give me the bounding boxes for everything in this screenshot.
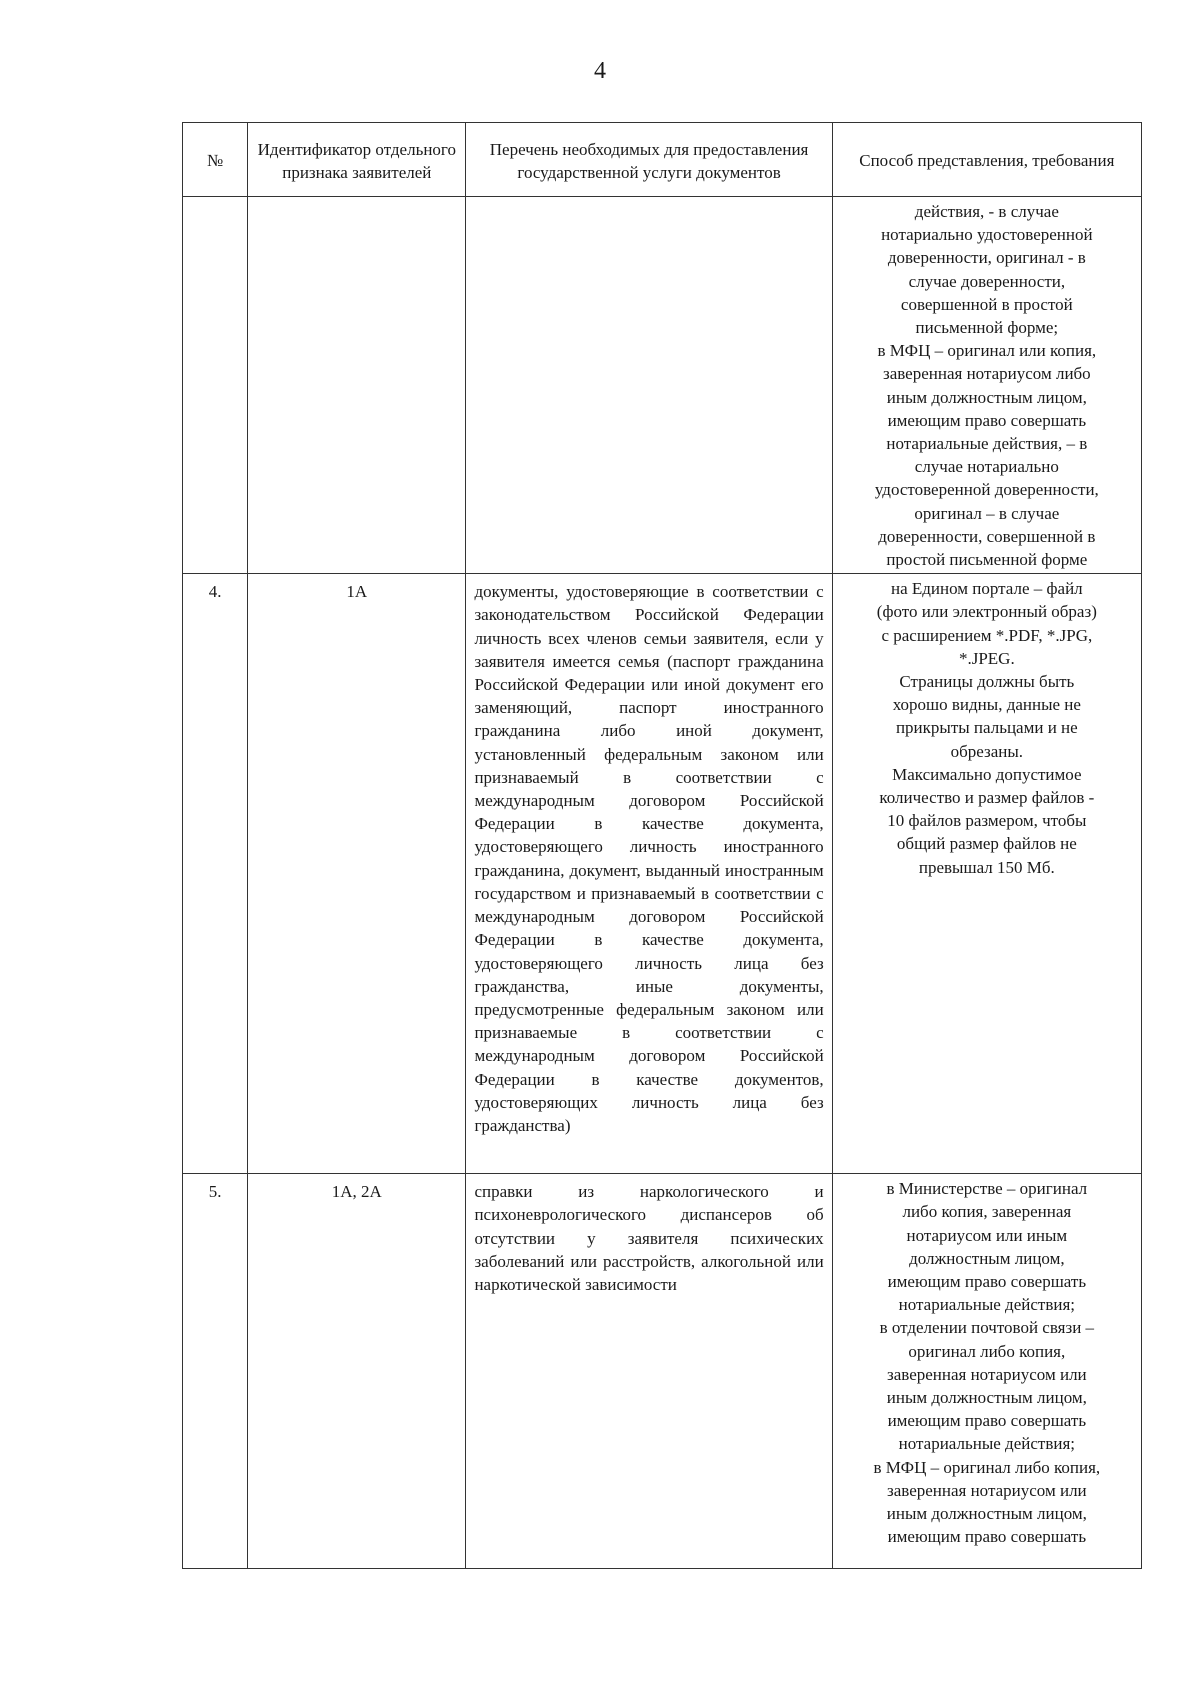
method-line: заверенная нотариусом либо <box>882 364 1091 384</box>
method-line: иным должностным лицом, <box>886 1388 1087 1408</box>
method-line: случае доверенности, <box>908 271 1066 291</box>
method-line: в Министерстве – оригинал <box>886 1179 1088 1199</box>
method-line: прикрыты пальцами и не <box>895 718 1078 738</box>
method-line: должностным лицом, <box>909 1248 1065 1268</box>
method-line: на Едином портале – файл <box>890 579 1083 599</box>
row-documents: документы, удостоверяющие в соответствии с законодательством Российской Федерации личность всех членов семьи заявителя, если у заявителя имеется семья (паспорт гражданина Российской Федерации или иной документ его заменяющий, паспорт иностранного гражданина либо иной документ, установленный федеральным законом или признаваемый в соответствии с международным договором Российской Федерации в качестве документа, удостоверяющего личность иностранного гражданина, документ, выданный иностранным государством и признаваемый в соответствии с международным договором Российской Федерации в качестве документа, удостоверяющего личность лица без гражданства, иные документы, предусмотренные федеральным законом или признаваемые в соответствии с международным договором Российской Федерации в качестве документов, удостоверяющих личность лица без гражданства) <box>466 574 832 1174</box>
method-line: 10 файлов размером, чтобы <box>887 811 1087 831</box>
row-identifier <box>248 197 466 574</box>
method-line: совершенной в простой <box>900 294 1073 314</box>
header-method: Способ представления, требования <box>832 123 1141 197</box>
row-documents <box>466 197 832 574</box>
method-line: заверенная нотариусом или <box>887 1364 1087 1384</box>
method-line: хорошо видны, данные не <box>892 695 1081 715</box>
row-number <box>183 197 248 574</box>
row-method <box>832 1174 1141 1569</box>
method-line: имеющим право совершать <box>887 1527 1087 1547</box>
header-identifier: Идентификатор отдельного признака заявителей <box>248 123 466 197</box>
method-line: нотариусом или иным <box>906 1225 1068 1245</box>
method-line: нотариальные действия, – в <box>886 434 1088 454</box>
method-line: оригинал либо копия, <box>908 1341 1066 1361</box>
method-line: письменной форме; <box>915 318 1059 338</box>
method-line: нотариальные действия; <box>898 1295 1075 1315</box>
header-documents: Перечень необходимых для предоставления государственной услуги документов <box>466 123 832 197</box>
method-line: удостоверенной доверенности, <box>874 480 1099 500</box>
method-line: иным должностным лицом, <box>886 1504 1087 1524</box>
method-line: доверенности, оригинал - в <box>887 248 1086 268</box>
method-line: в отделении почтовой связи – <box>879 1318 1095 1338</box>
table-row <box>183 1174 1142 1569</box>
method-line: иным должностным лицом, <box>886 387 1087 407</box>
method-line: оригинал – в случае <box>914 503 1060 523</box>
method-line: действия, - в случае <box>914 202 1059 221</box>
row-identifier: 1А, 2А <box>248 1174 466 1569</box>
method-line: доверенности, совершенной в <box>878 526 1096 546</box>
method-line: заверенная нотариусом или <box>887 1480 1087 1500</box>
row-number: 4. <box>183 574 248 1174</box>
page-number: 4 <box>594 58 606 84</box>
method-line: в МФЦ – оригинал либо копия, <box>873 1457 1101 1477</box>
header-number: № <box>183 123 248 197</box>
row-identifier: 1А <box>248 574 466 1174</box>
method-line: имеющим право совершать <box>887 1411 1087 1431</box>
method-line: нотариальные действия; <box>898 1434 1075 1454</box>
table-header-row <box>183 123 1142 197</box>
method-line: Максимально допустимое <box>892 764 1082 784</box>
method-line: в МФЦ – оригинал или копия, <box>877 341 1097 361</box>
row-method <box>832 574 1141 1174</box>
method-line: с расширением *.PDF, *.JPG, <box>881 625 1093 645</box>
table-row <box>183 197 1142 574</box>
row-method <box>832 197 1141 574</box>
method-line: количество и размер файлов - <box>879 788 1095 808</box>
method-line: простой письменной форме <box>886 550 1088 570</box>
row-documents: справки из наркологического и психоневрологического диспансеров об отсутствии у заявителя психических заболеваний или расстройств, алкогольной или наркотической зависимости <box>466 1174 832 1569</box>
method-line: превышал 150 Мб. <box>918 857 1055 877</box>
method-line: либо копия, заверенная <box>902 1202 1072 1222</box>
method-line: нотариально удостоверенной <box>881 225 1093 245</box>
table-row <box>183 574 1142 1174</box>
method-line: (фото или электронный образ) <box>876 602 1097 622</box>
method-line: обрезаны. <box>950 741 1024 761</box>
method-line: имеющим право совершать <box>887 410 1087 430</box>
method-line: имеющим право совершать <box>887 1272 1087 1292</box>
method-line: общий размер файлов не <box>896 834 1077 854</box>
method-line: Страницы должны быть <box>899 672 1075 692</box>
row-number: 5. <box>183 1174 248 1569</box>
method-line: *.JPEG. <box>958 648 1015 668</box>
method-line: случае нотариально <box>914 457 1059 477</box>
requirements-table <box>182 122 1142 1569</box>
